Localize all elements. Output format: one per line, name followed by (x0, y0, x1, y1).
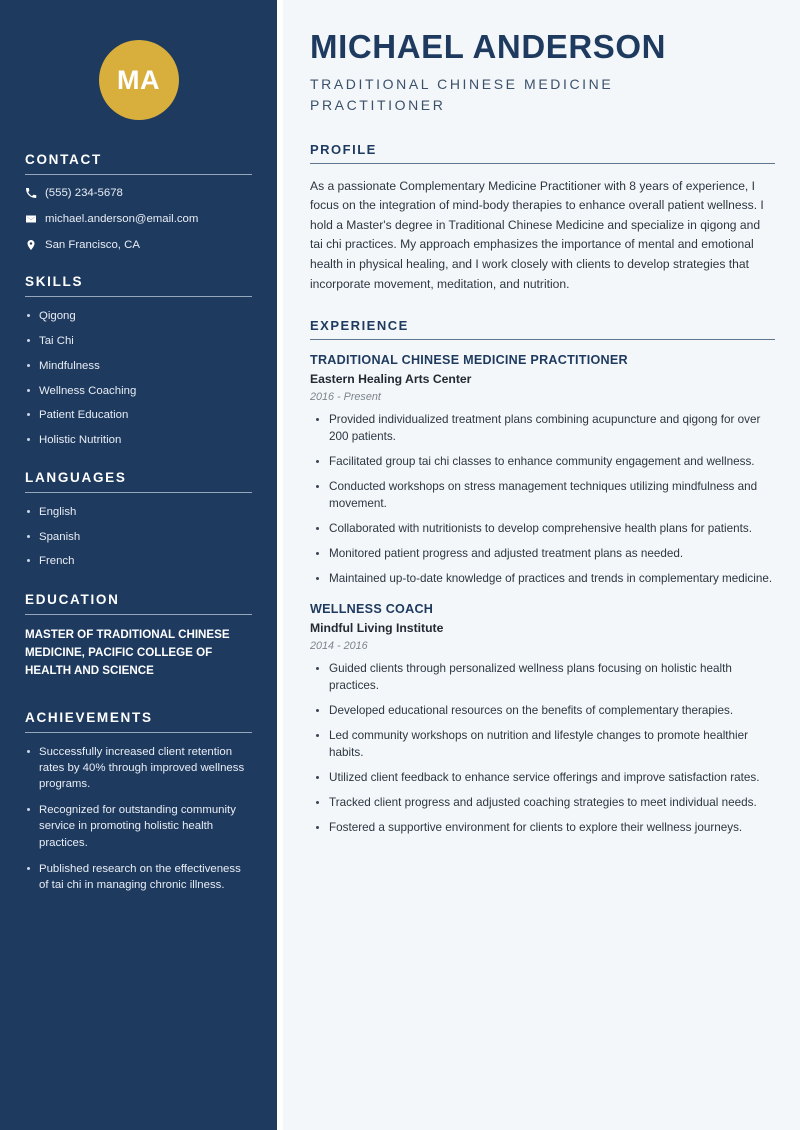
envelope-icon (25, 213, 45, 225)
experience-entry (310, 353, 775, 588)
achievements-heading: ACHIEVEMENTS (25, 709, 153, 725)
contact-item-location[interactable] (25, 238, 252, 253)
list-item: Published research on the effectiveness of tai chi in managing chronic illness. (25, 861, 252, 893)
main-content (283, 0, 800, 1130)
contact-divider (25, 174, 252, 175)
contact-item-phone[interactable] (25, 186, 252, 201)
achievements-list (25, 744, 252, 894)
phone-icon (25, 187, 45, 199)
languages-divider (25, 492, 252, 493)
experience-bullet-list (310, 661, 775, 837)
avatar (99, 40, 179, 120)
list-item: Collaborated with nutritionists to develop comprehensive health plans for patients. (310, 521, 775, 538)
languages-section (25, 470, 252, 570)
list-item: Tracked client progress and adjusted coaching strategies to meet individual needs. (310, 795, 775, 812)
contact-item-email[interactable] (25, 212, 252, 227)
contact-email-value: michael.anderson@email.com (45, 212, 199, 225)
list-item: Facilitated group tai chi classes to enhance community engagement and wellness. (310, 454, 775, 471)
list-item: Recognized for outstanding community service in promoting holistic health practices. (25, 802, 252, 851)
experience-divider (310, 339, 775, 340)
list-item: French (25, 553, 252, 569)
list-item: Patient Education (25, 407, 252, 423)
skills-list (25, 308, 252, 448)
list-item: Fostered a supportive environment for clients to explore their wellness journeys. (310, 820, 775, 837)
profile-text: As a passionate Complementary Medicine Practitioner with 8 years of experience, I focus on the integration of mind-body therapies to enhance overall patient wellness. I hold a Master's degree in Traditional Chinese Medicine and specialize in qigong and tai chi practices. My approach emphasizes the importance of mental and emotional health in physical healing, and I work closely with clients to develop strategies that incorporate movement, meditation, and nutrition. (310, 178, 764, 291)
contact-phone-value: (555) 234-5678 (45, 187, 123, 199)
list-item: Developed educational resources on the benefits of complementary therapies. (310, 703, 775, 720)
profile-section (310, 142, 775, 294)
professional-title: TRADITIONAL CHINESE MEDICINE PRACTITIONER (310, 75, 614, 113)
list-item: Maintained up-to-date knowledge of practices and trends in complementary medicine. (310, 571, 775, 588)
languages-list (25, 504, 252, 570)
achievements-section (25, 710, 252, 894)
education-heading: EDUCATION (25, 591, 120, 607)
skills-heading: SKILLS (25, 274, 84, 290)
experience-heading: EXPERIENCE (310, 318, 409, 334)
list-item: Provided individualized treatment plans combining acupuncture and qigong for over 200 patients. (310, 412, 775, 446)
experience-section (310, 318, 775, 837)
experience-job-title: TRADITIONAL CHINESE MEDICINE PRACTITIONER (310, 353, 628, 368)
contact-section (25, 152, 252, 252)
list-item: Wellness Coaching (25, 383, 252, 399)
list-item: Conducted workshops on stress management techniques utilizing mindfulness and movement. (310, 479, 775, 513)
experience-bullet-list (310, 412, 775, 588)
contact-heading: CONTACT (25, 152, 102, 167)
list-item: Monitored patient progress and adjusted treatment plans as needed. (310, 546, 775, 563)
page-title: MICHAEL ANDERSON (310, 28, 667, 65)
location-pin-icon (25, 239, 45, 251)
skills-section (25, 274, 252, 448)
list-item: Spanish (25, 529, 252, 545)
profile-heading: PROFILE (310, 141, 377, 157)
list-item: Holistic Nutrition (25, 432, 252, 448)
list-item: Led community workshops on nutrition and lifestyle changes to promote healthier habits. (310, 728, 775, 762)
education-section (25, 592, 252, 680)
experience-date-range: 2016 - Present (310, 391, 381, 404)
list-item: English (25, 504, 252, 520)
experience-company: Mindful Living Institute (310, 620, 444, 635)
sidebar (0, 0, 277, 1130)
contact-location-value: San Francisco, CA (45, 238, 140, 251)
education-divider (25, 614, 252, 615)
list-item: Mindfulness (25, 358, 252, 374)
languages-heading: LANGUAGES (25, 470, 127, 486)
list-item: Guided clients through personalized wellness plans focusing on holistic health practices. (310, 661, 775, 695)
list-item: Successfully increased client retention rates by 40% through improved wellness programs. (25, 744, 252, 793)
avatar-container (25, 0, 252, 152)
skills-divider (25, 296, 252, 297)
education-degree: MASTER OF TRADITIONAL CHINESE MEDICINE, PACIFIC COLLEGE OF HEALTH AND SCIENCE (25, 627, 230, 677)
contact-list (25, 186, 252, 252)
experience-job-title: WELLNESS COACH (310, 601, 434, 616)
list-item: Tai Chi (25, 333, 252, 349)
avatar-initials: MA (117, 64, 160, 95)
list-item: Utilized client feedback to enhance service offerings and improve satisfaction rates. (310, 770, 775, 787)
profile-divider (310, 163, 775, 164)
list-item: Qigong (25, 308, 252, 324)
achievements-divider (25, 732, 252, 733)
experience-date-range: 2014 - 2016 (310, 639, 368, 652)
experience-entry (310, 602, 775, 837)
experience-company: Eastern Healing Arts Center (310, 372, 472, 387)
